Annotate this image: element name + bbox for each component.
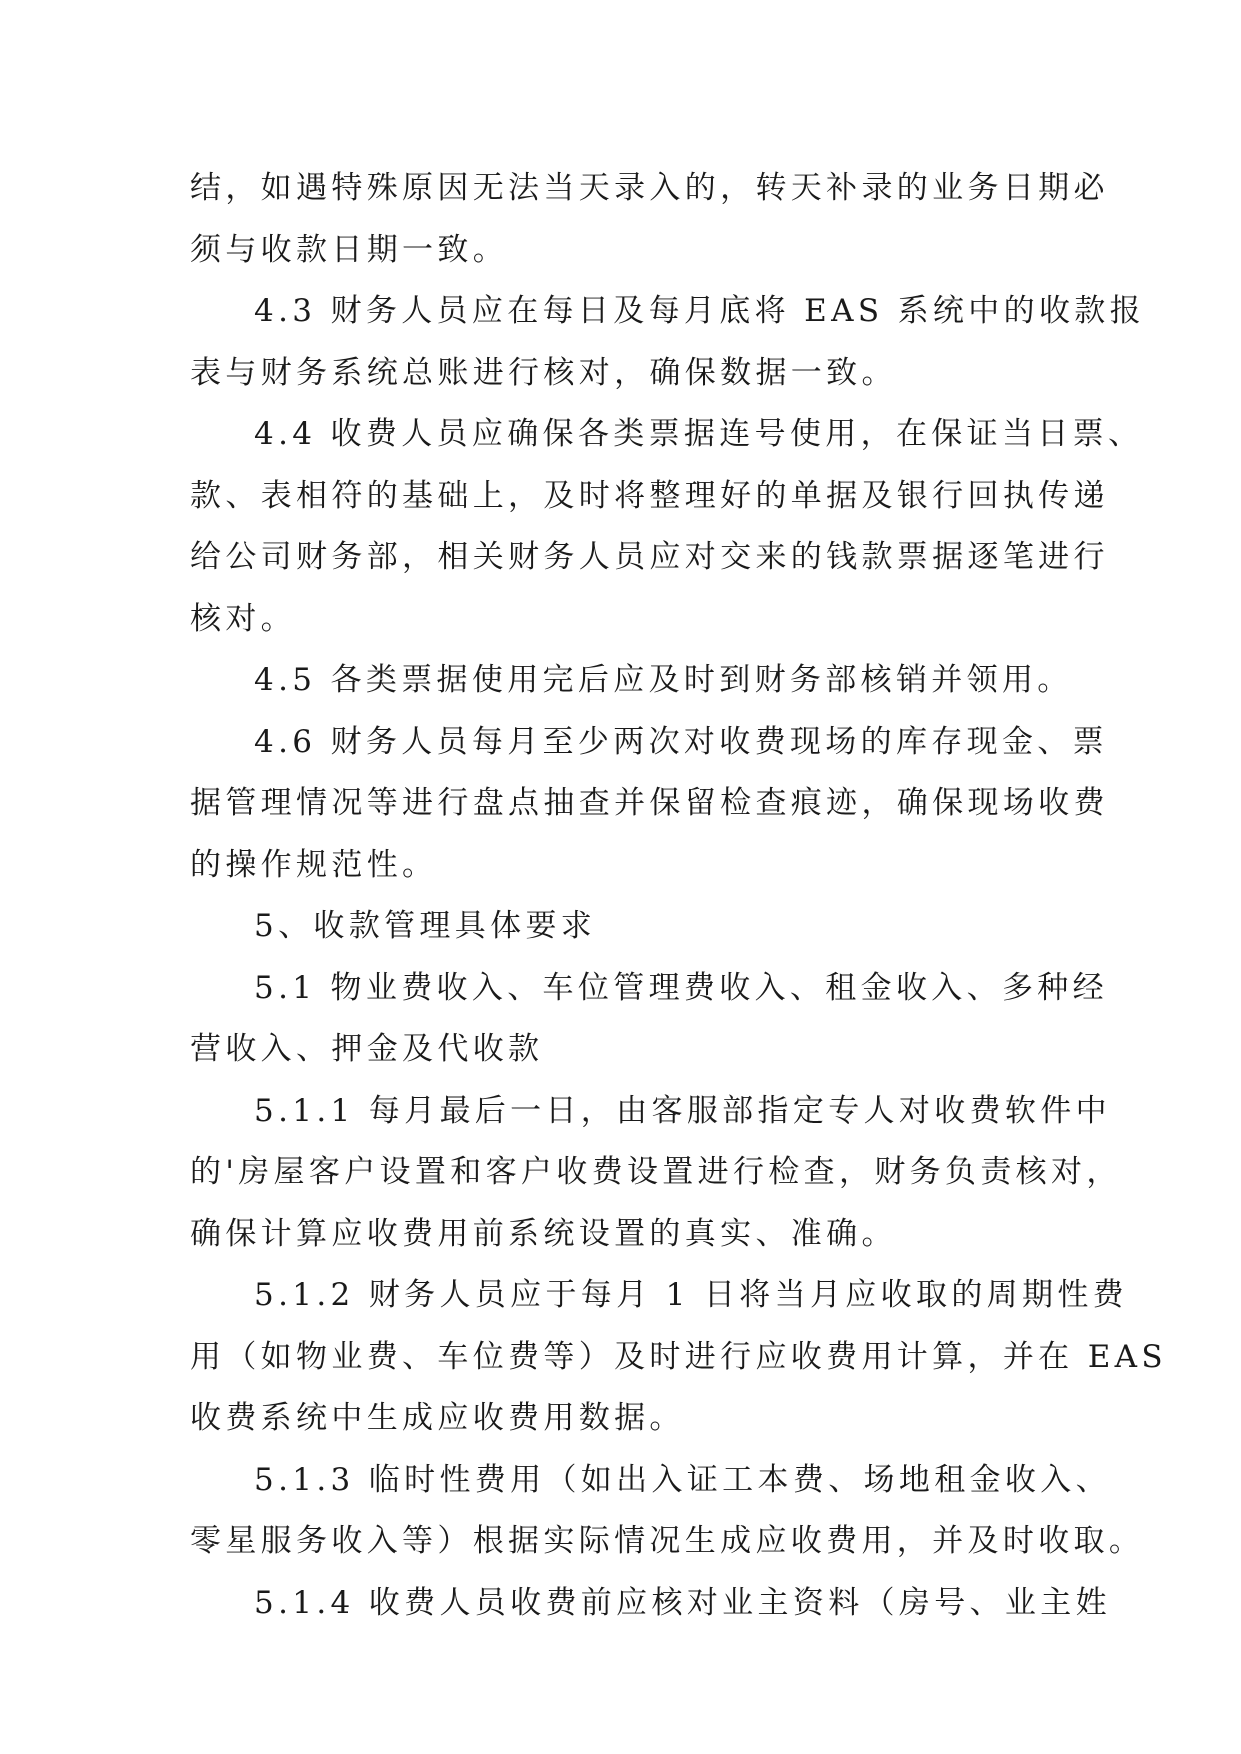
text-line: 4.3 财务人员应在每日及每月底将 EAS 系统中的收款报 bbox=[254, 293, 1145, 329]
text-line: 5.1.4 收费人员收费前应核对业主资料（房号、业主姓 bbox=[254, 1584, 1111, 1621]
text-line: 4.5 各类票据使用完后应及时到财务部核销并领用。 bbox=[254, 662, 1073, 698]
text-line: 收费系统中生成应收费用数据。 bbox=[190, 1400, 685, 1436]
text-line: 核对。 bbox=[190, 600, 297, 637]
text-line: 据管理情况等进行盘点抽查并保留检查痕迹，确保现场收费 bbox=[190, 785, 1109, 821]
document-body bbox=[190, 158, 1167, 1634]
text-line: 5.1.2 财务人员应于每月 1 日将当月应收取的周期性费 bbox=[254, 1277, 1129, 1313]
text-line: 零星服务收入等）根据实际情况生成应收费用，并及时收取。 bbox=[190, 1523, 1145, 1559]
text-line: 4.4 收费人员应确保各类票据连号使用，在保证当日票、 bbox=[254, 416, 1144, 452]
text-line: 表与财务系统总账进行核对，确保数据一致。 bbox=[190, 354, 897, 391]
text-line: 给公司财务部，相关财务人员应对交来的钱款票据逐笔进行 bbox=[190, 539, 1109, 575]
text-line: 须与收款日期一致。 bbox=[190, 231, 509, 268]
text-line: 5.1.1 每月最后一日，由客服部指定专人对收费软件中 bbox=[254, 1092, 1111, 1129]
text-line: 4.6 财务人员每月至少两次对收费现场的库存现金、票 bbox=[254, 723, 1108, 760]
text-line: 营收入、押金及代收款 bbox=[190, 1031, 544, 1067]
text-line: 确保计算应收费用前系统设置的真实、准确。 bbox=[190, 1215, 897, 1252]
text-line: 结，如遇特殊原因无法当天录入的，转天补录的业务日期必 bbox=[190, 170, 1109, 206]
text-line: 的'房屋客户设置和客户收费设置进行检查，财务负责核对， bbox=[190, 1154, 1122, 1190]
text-line: 5.1.3 临时性费用（如出入证工本费、场地租金收入、 bbox=[254, 1461, 1111, 1498]
text-line: 的操作规范性。 bbox=[190, 846, 438, 883]
text-line: 5、收款管理具体要求 bbox=[254, 908, 597, 944]
text-line: 5.1 物业费收入、车位管理费收入、租金收入、多种经 bbox=[254, 969, 1108, 1006]
text-line: 用（如物业费、车位费等）及时进行应收费用计算，并在 EAS bbox=[190, 1338, 1167, 1375]
text-line: 款、表相符的基础上，及时将整理好的单据及银行回执传递 bbox=[190, 477, 1109, 514]
